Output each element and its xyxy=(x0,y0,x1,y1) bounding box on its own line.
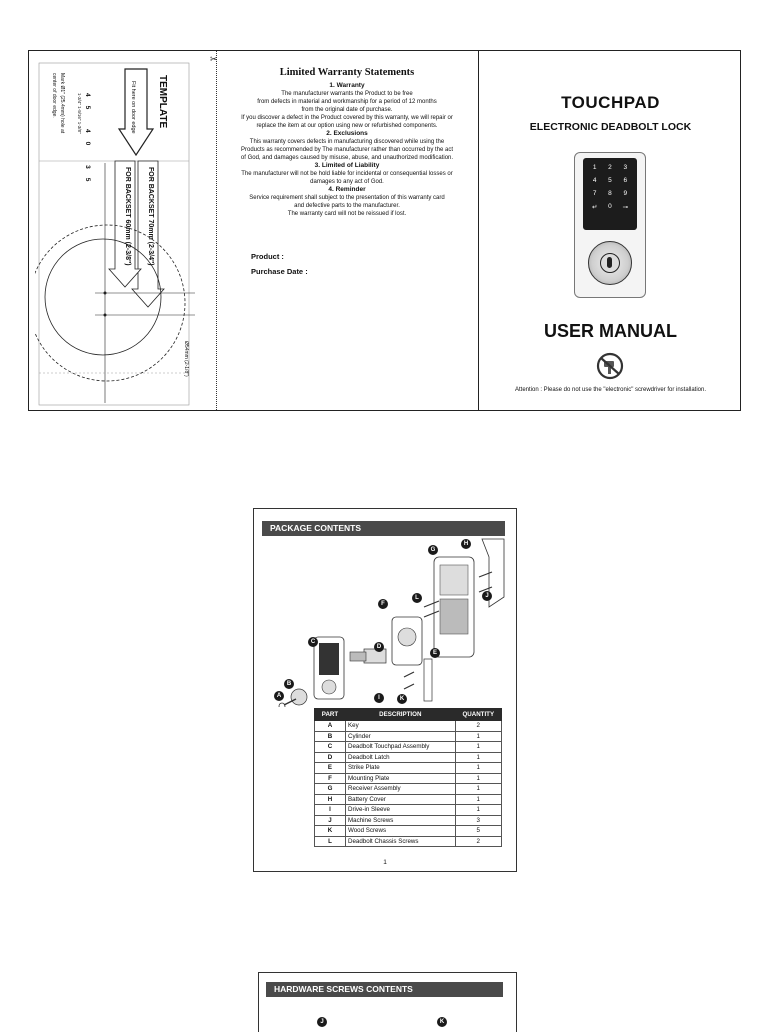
description-cell: Battery Cover xyxy=(346,794,456,805)
keyhole-icon xyxy=(600,253,620,273)
hardware-screws-page xyxy=(258,972,517,1032)
quantity-cell: 1 xyxy=(455,763,501,774)
quantity-cell: 5 xyxy=(455,826,501,837)
part-label-f: F xyxy=(378,599,388,609)
table-row xyxy=(315,773,502,784)
backset-70-label: FOR BACKSET 70mm (2-3/4") xyxy=(147,167,154,266)
hardware-title: HARDWARE SCREWS CONTENTS xyxy=(266,982,503,997)
keypad-key: 7 xyxy=(592,190,597,197)
size-mm: 45 40 35 xyxy=(84,93,91,191)
package-contents-page xyxy=(253,508,517,872)
quantity-cell: 2 xyxy=(455,721,501,732)
package-contents-title: PACKAGE CONTENTS xyxy=(262,521,505,536)
user-manual-title: USER MANUAL xyxy=(544,321,677,341)
keypad-key: 0 xyxy=(608,203,612,210)
warranty-text: The manufacturer warrants the Product to be free xyxy=(281,91,413,97)
part-cell: J xyxy=(315,815,346,826)
quantity-cell: 1 xyxy=(455,742,501,753)
warranty-text: Products as recommended by The manufacturer rather than occurred by the act xyxy=(241,147,453,153)
part-cell: E xyxy=(315,763,346,774)
keypad-key: ↵ xyxy=(591,204,598,211)
warranty-text: Service requirement shall subject to the presentation of this warranty card xyxy=(249,195,445,201)
description-cell: Deadbolt Chassis Screws xyxy=(346,836,456,847)
table-row xyxy=(315,794,502,805)
quantity-cell: 2 xyxy=(455,836,501,847)
part-label-a: A xyxy=(274,691,284,701)
quantity-cell: 1 xyxy=(455,805,501,816)
parts-table-header xyxy=(315,709,502,721)
brochure-panel xyxy=(28,50,741,411)
screw-label-k: K xyxy=(437,1017,447,1027)
keypad-key: 6 xyxy=(623,177,628,184)
warranty-text: The warranty card will not be reissued if lost. xyxy=(287,211,407,217)
warranty-text: from the original date of purchase. xyxy=(301,107,393,113)
warranty-text: This warranty covers defects in manufacturing discovered while using the xyxy=(249,139,445,145)
warranty-text: damages to any act of God. xyxy=(310,179,384,185)
warranty-text: The manufacturer will not be hold liable for incidental or consequential losses or xyxy=(241,171,453,177)
page-number: 1 xyxy=(383,859,387,866)
description-cell: Mounting Plate xyxy=(346,773,456,784)
template-title: TEMPLATE xyxy=(157,75,168,129)
lock-illustration xyxy=(574,152,646,298)
exploded-diagram xyxy=(264,537,509,707)
warranty-text: If you discover a defect in the Product covered by this warranty, we will repair or xyxy=(241,115,453,121)
part-label-i: I xyxy=(374,693,384,703)
warranty-heading: 3. Limited of Liability xyxy=(314,162,380,169)
description-cell: Drive-in Sleeve xyxy=(346,805,456,816)
description-cell: Machine Screws xyxy=(346,815,456,826)
mark-note-line2: center of door edge. xyxy=(51,73,57,118)
quantity-cell: 3 xyxy=(455,815,501,826)
table-row xyxy=(315,805,502,816)
part-label-c: C xyxy=(308,637,318,647)
quantity-cell: 1 xyxy=(455,731,501,742)
quantity-cell: 1 xyxy=(455,794,501,805)
table-row xyxy=(315,826,502,837)
col-description: DESCRIPTION xyxy=(346,709,456,721)
part-cell: K xyxy=(315,826,346,837)
table-row xyxy=(315,836,502,847)
warranty-heading: 4. Reminder xyxy=(328,186,366,193)
part-label-h: H xyxy=(461,539,471,549)
description-cell: Cylinder xyxy=(346,731,456,742)
warranty-text: from defects in material and workmanship for a period of 12 months xyxy=(257,99,437,105)
product-label: Product : xyxy=(251,252,284,261)
keypad-key: 8 xyxy=(608,190,612,197)
part-cell: G xyxy=(315,784,346,795)
part-label-g: G xyxy=(428,545,438,555)
fit-here-label: Fit here on door edge xyxy=(130,81,136,134)
part-cell: D xyxy=(315,752,346,763)
table-row xyxy=(315,763,502,774)
screw-label-j: J xyxy=(317,1017,327,1027)
warranty-title: Limited Warranty Statements xyxy=(279,67,415,78)
warranty-text: replace the item at our option using new or refurbished components. xyxy=(256,123,438,129)
part-cell: H xyxy=(315,794,346,805)
keypad-key: 5 xyxy=(608,177,612,184)
description-cell: Wood Screws xyxy=(346,826,456,837)
table-row xyxy=(315,721,502,732)
attention-note: Attention : Please do not use the "electronic" screwdriver for installation. xyxy=(514,387,707,393)
quantity-cell: 1 xyxy=(455,784,501,795)
cylinder-rose xyxy=(588,241,632,285)
part-label-k: K xyxy=(397,694,407,704)
warranty-heading: 1. Warranty xyxy=(329,82,365,89)
description-cell: Deadbolt Touchpad Assembly xyxy=(346,742,456,753)
col-part: PART xyxy=(315,709,346,721)
part-label-l: L xyxy=(412,593,422,603)
table-row xyxy=(315,752,502,763)
backset-60-label: FOR BACKSET 60mm (2-3/8") xyxy=(124,167,131,266)
part-cell: C xyxy=(315,742,346,753)
keypad-key: 3 xyxy=(623,164,628,171)
warranty-heading: 2. Exclusions xyxy=(326,130,368,137)
description-cell: Strike Plate xyxy=(346,763,456,774)
brand-title: TOUCHPAD xyxy=(561,93,660,112)
part-label-b: B xyxy=(284,679,294,689)
part-cell: I xyxy=(315,805,346,816)
warranty-text: of God, and damages caused by misuse, abuse, and unauthorized modification. xyxy=(240,155,454,161)
scissors-icon: ✂ xyxy=(210,54,218,64)
size-inches: 1-3/4" 1-9/16" 1-3/8" xyxy=(77,93,82,134)
description-cell: Deadbolt Latch xyxy=(346,752,456,763)
part-cell: A xyxy=(315,721,346,732)
col-quantity: QUANTITY xyxy=(455,709,501,721)
product-subtitle: ELECTRONIC DEADBOLT LOCK xyxy=(529,121,692,133)
parts-table xyxy=(314,708,502,847)
keypad-key: 1 xyxy=(592,164,597,171)
warranty-section xyxy=(215,69,479,218)
quantity-cell: 1 xyxy=(455,752,501,763)
description-cell: Key xyxy=(346,721,456,732)
mark-note-line1: Mark Ø1" (25.4mm) hole at xyxy=(59,73,65,134)
table-row xyxy=(315,815,502,826)
part-cell: L xyxy=(315,836,346,847)
part-cell: B xyxy=(315,731,346,742)
table-row xyxy=(315,742,502,753)
part-label-e: E xyxy=(430,648,440,658)
part-label-j: J xyxy=(482,591,492,601)
keypad xyxy=(583,158,637,230)
keypad-key: 9 xyxy=(623,190,628,197)
purchase-date-label: Purchase Date : xyxy=(251,267,308,276)
keypad-key: 4 xyxy=(592,177,597,184)
table-row xyxy=(315,731,502,742)
quantity-cell: 1 xyxy=(455,773,501,784)
part-label-d: D xyxy=(374,642,384,652)
warranty-text: and defective parts to the manufacturer. xyxy=(294,203,400,209)
table-row xyxy=(315,784,502,795)
keypad-key: 2 xyxy=(608,164,612,171)
keypad-key: ⊸ xyxy=(622,204,629,211)
no-electric-screwdriver-icon xyxy=(596,352,624,380)
hole-size-label: Ø54mm (2-1/8") xyxy=(183,341,189,377)
description-cell: Receiver Assembly xyxy=(346,784,456,795)
part-cell: F xyxy=(315,773,346,784)
